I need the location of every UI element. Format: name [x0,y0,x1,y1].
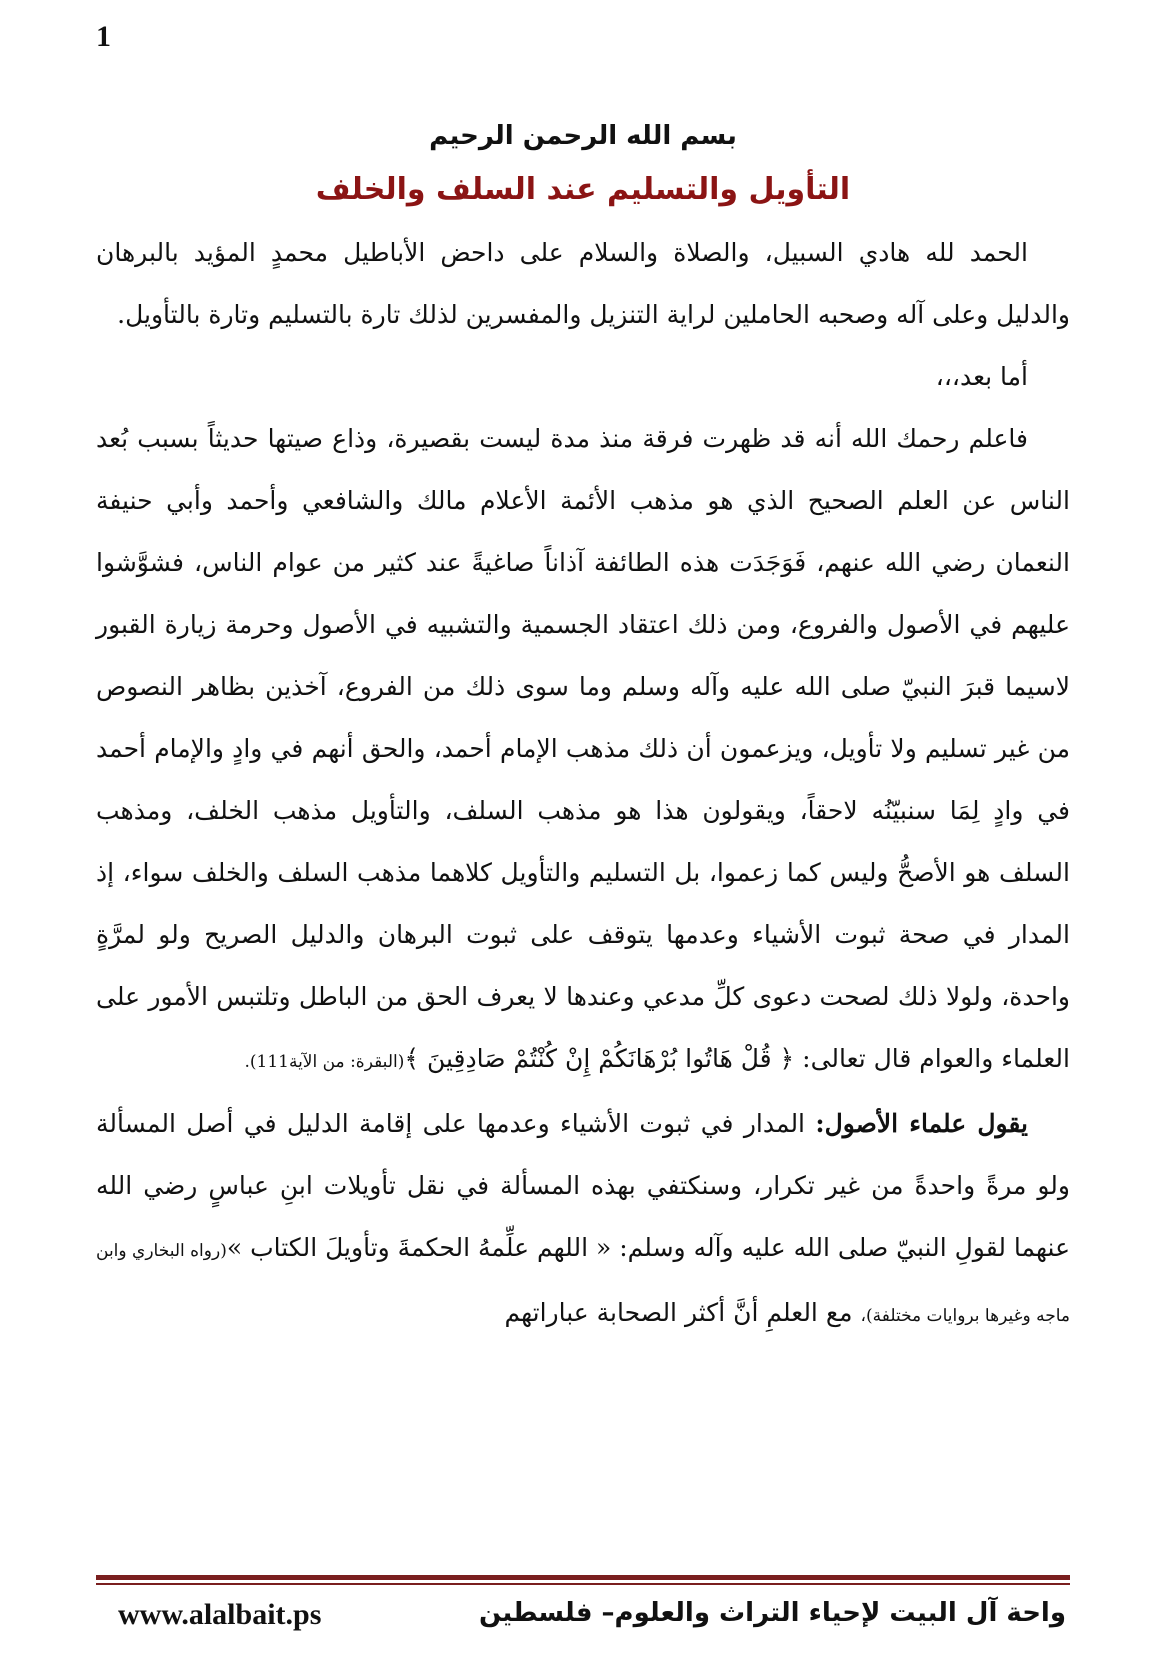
hadith-quote: « اللهم علِّمهُ الحكمةَ وتأويلَ الكتاب » [226,1233,612,1262]
footer-divider [96,1575,1070,1580]
footer-divider-thin [96,1583,1070,1585]
main-paragraph [96,408,1070,1093]
amma-baad-line: أما بعد،،، [935,362,1028,391]
usul-lead: يقول علماء الأصول: [815,1109,1028,1138]
usul-paragraph-end: مع العلمِ أنَّ أكثر الصحابة عباراتهم [504,1298,853,1327]
quran-verse: ﴿ قُلْ هَاتُوا بُرْهَانَكُمْ إِنْ كُنْتُمْ صَادِقِينَ ﴾ [404,1044,795,1073]
basmala: بسم الله الرحمن الرحيم [429,121,737,151]
main-paragraph-text: فاعلم رحمك الله أنه قد ظهرت فرقة منذ مدة ليست بقصيرة، وذاع صيتها حديثاً بسبب بُعد الناس عن العلم الصحيح الذي هو مذهب الأئمة الأعلام مالك والشافعي وأحمد وأبي حنيفة النعمان رضي الله عنهم، فَوَجَدَت هذه الطائفة آذاناً صاغيةً عند كثير من عوام الناس، فشوَّشوا عليهم في الأصول والفروع، ومن ذلك اعتقاد الجسمية والتشبيه في الأصول وحرمة زيارة القبور لاسيما قبرَ النبيّ صلى الله عليه وآله وسلم وما سوى ذلك من الفروع، آخذين بظاهر النصوص من غير تسليم ولا تأويل، ويزعمون أن ذلك مذهب الإمام أحمد، والحق أنهم في وادٍ والإمام أحمد في وادٍ لِمَا سنبيّنُه لاحقاً، ويقولون هذا هو مذهب السلف، والتأويل مذهب الخلف، ومذهب السلف هو الأصحُّ وليس كما زعموا، بل التسليم والتأويل كلاهما مذهب السلف والخلف سواء، إذ المدار في صحة ثبوت الأشياء وعدمها يتوقف على ثبوت البرهان والدليل الصريح ولو لمرَّةٍ واحدة، ولولا ذلك لصحت دعوى كلِّ مدعي وعندها لا يعرف الحق من الباطل وتلتبس الأمور على العلماء والعوام قال تعالى: [96,424,1070,1073]
document-body [96,110,1070,1347]
hadith-reference: (رواه البخاري وابن ماجه وغيرها بروايات مختلفة)، [96,1241,1070,1326]
page-number: 1 [96,20,111,53]
quran-reference: (البقرة: من الآية111). [244,1052,405,1072]
usul-paragraph [96,1093,1070,1347]
page-title: التأويل والتسليم عند السلف والخلف [315,172,851,207]
usul-paragraph-text: المدار في ثبوت الأشياء وعدمها على إقامة الدليل في أصل المسألة ولو مرةً واحدةً من غير تكرار، وسنكتفي بهذه المسألة في نقل تأويلات ابنِ عباسٍ رضي الله عنهما لقولِ النبيّ صلى الله عليه وآله وسلم: [96,1109,1070,1262]
intro-paragraph: الحمد لله هادي السبيل، والصلاة والسلام على داحض الأباطيل محمدٍ المؤيد بالبرهان والدليل وعلى آله وصحبه الحاملين لراية التنزيل والمفسرين لذلك تارة بالتسليم وتارة بالتأويل. [96,238,1070,329]
footer-website: www.alalbait.ps [118,1598,322,1631]
footer-organization: واحة آل البيت لإحياء التراث والعلوم– فلسطين [479,1598,1066,1628]
